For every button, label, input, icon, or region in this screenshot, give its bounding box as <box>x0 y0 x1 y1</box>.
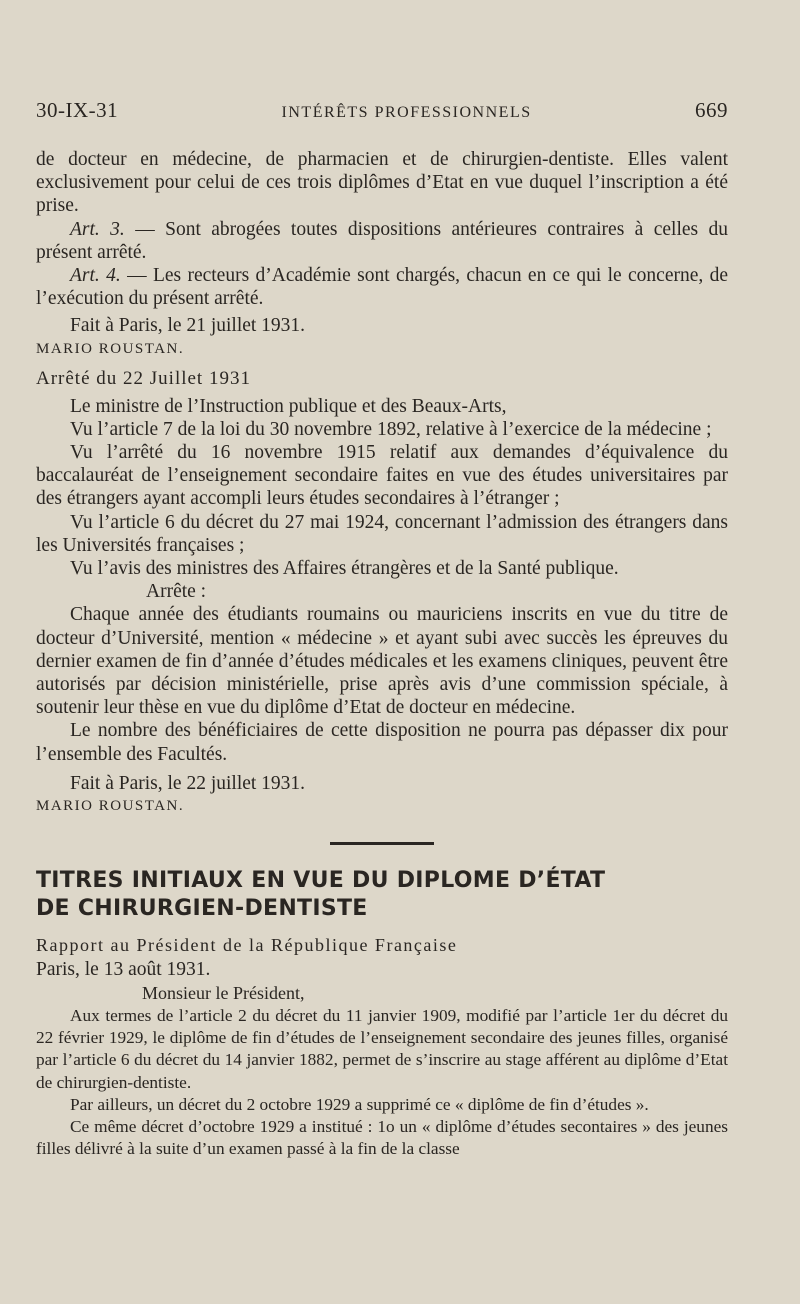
done-at-line: Fait à Paris, le 22 juillet 1931. <box>70 772 306 794</box>
signature: MARIO ROUSTAN. <box>36 798 185 815</box>
article-label: Art. 4. <box>70 265 121 287</box>
paragraph: Par ailleurs, un décret du 2 octobre 1929 a supprimé ce « diplôme de fin d’études ». <box>70 1094 649 1114</box>
place-date: Paris, le 13 août 1931. <box>36 959 211 981</box>
paragraph: Le ministre de l’Instruction publique et des Beaux-Arts, <box>70 395 507 417</box>
paragraph: Le nombre des bénéficiaires de cette disposition ne pourra pas dépasser dix pour l’ensemble des Facultés. <box>36 720 728 765</box>
article-text: — Sont abrogées toutes dispositions antérieures contraires à celles du présent arrêté. <box>36 218 728 263</box>
paragraph: Chaque année des étudiants roumains ou mauriciens inscrits en vue du titre de docteur d’Université, mention « médecine » et ayant subi avec succès les épreuves du dernier examen de fin d’année d’études médicales et les examens cliniques, peuvent être autorisés par décision ministérielle, prise après avis d’une commission spéciale, à soutenir leur thèse en vue du diplôme d’Etat de docteur en médecine. <box>36 604 728 719</box>
section-divider <box>330 842 434 845</box>
arrete-title: Arrêté du 22 Juillet 1931 <box>36 367 251 389</box>
salutation: Monsieur le Président, <box>142 983 305 1004</box>
page-body <box>36 148 728 1161</box>
paragraph: Vu l’article 7 de la loi du 30 novembre 1892, relative à l’exercice de la médecine ; <box>70 418 712 440</box>
paragraph: de docteur en médecine, de pharmacien et de chirurgien-dentiste. Elles valent exclusivement pour celui de ces trois diplômes d’Etat en vue duquel l’inscription a été prise. <box>36 149 728 217</box>
section-title <box>36 867 728 923</box>
running-header <box>36 98 728 123</box>
paragraph: Vu l’avis des ministres des Affaires étrangères et de la Santé publique. <box>70 558 619 580</box>
report-body <box>36 1005 728 1160</box>
article-label: Art. 3. <box>70 218 125 240</box>
report-subtitle: Rapport au Président de la République Française <box>36 935 458 956</box>
signature: MARIO ROUSTAN. <box>36 340 185 357</box>
arrete-label: Arrête : <box>146 581 207 603</box>
paragraph: Ce même décret d’octobre 1929 a institué : 1o un « diplôme d’études secontaires » des jeunes filles délivré à la suite d’un examen passé à la fin de la classe <box>36 1117 728 1159</box>
paragraph: Vu l’article 6 du décret du 27 mai 1924, concernant l’admission des étrangers dans les Universités françaises ; <box>36 511 728 556</box>
header-title: INTÉRÊTS PROFESSIONNELS <box>281 104 532 121</box>
section-title-line-1: TITRES INITIAUX EN VUE DU DIPLOME D’ÉTAT <box>36 868 606 894</box>
paragraph: Aux termes de l’article 2 du décret du 11 janvier 1909, modifié par l’article 1er du décret du 22 février 1929, le diplôme de fin d’études de l’enseignement secondaire des jeunes filles, organisé par l’article 6 du décret du 14 janvier 1882, permet de s’inscrire au stage afférent au diplôme d’Etat de chirurgien-dentiste. <box>36 1006 728 1092</box>
page-number: 669 <box>694 98 728 122</box>
done-at-line: Fait à Paris, le 21 juillet 1931. <box>70 315 306 337</box>
section-title-line-2: DE CHIRURGIEN-DENTISTE <box>36 896 368 922</box>
article-text: — Les recteurs d’Académie sont chargés, chacun en ce qui le concerne, de l’exécution du présent arrêté. <box>36 265 728 310</box>
article-3 <box>36 218 728 264</box>
paragraph: Vu l’arrêté du 16 novembre 1915 relatif aux demandes d’équivalence du baccalauréat de l’enseignement secondaire faites en vue des études universitaires par des étrangers ayant accompli leurs études secondaires à l’étranger ; <box>36 442 728 510</box>
article-4 <box>36 264 728 310</box>
header-date: 30-IX-31 <box>36 98 119 122</box>
